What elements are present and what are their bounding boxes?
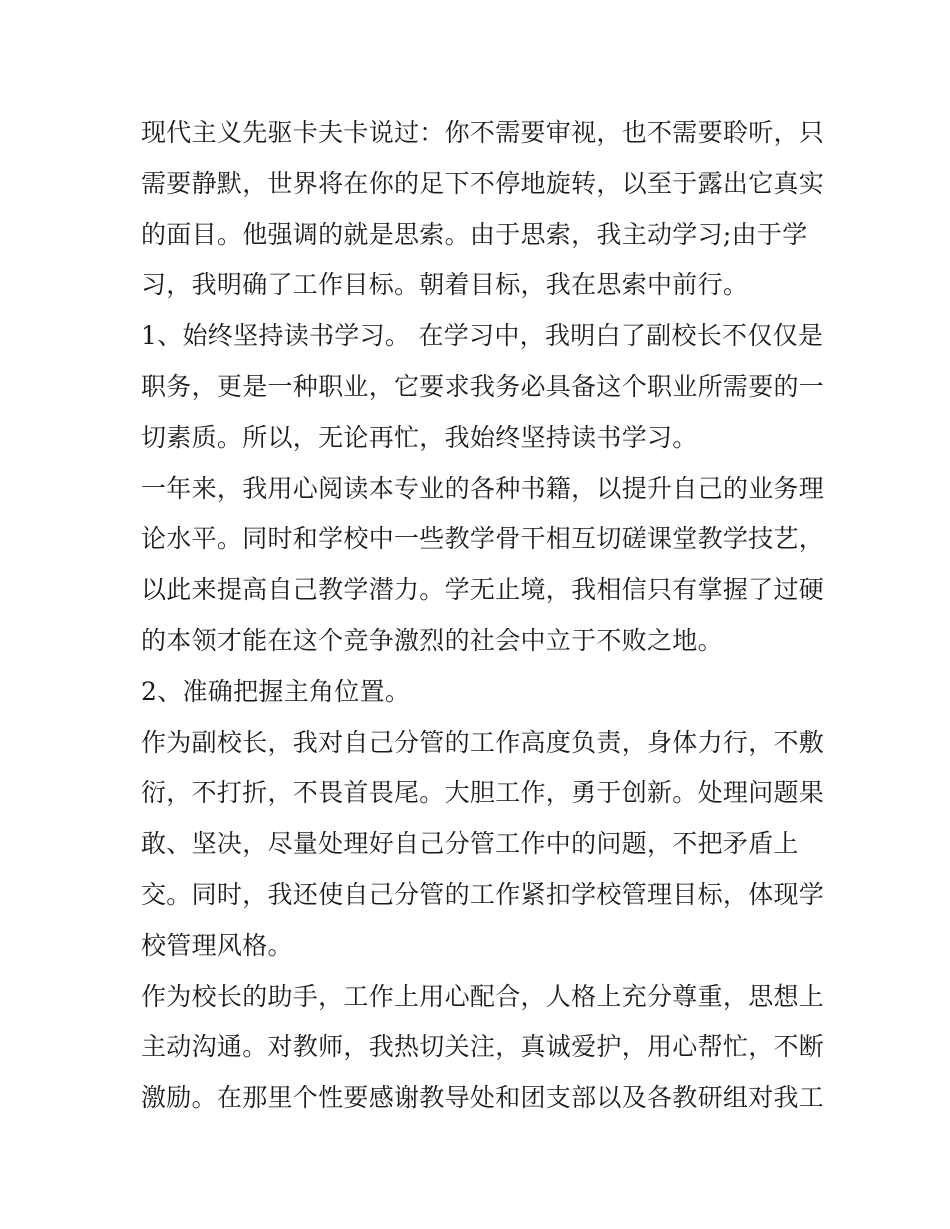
text-line: 主动沟通。对教师，我热切关注，真诚爱护，用心帮忙，不断 xyxy=(141,1032,825,1062)
text-line: 现代主义先驱卡夫卡说过：你不需要审视，也不需要聆听，只 xyxy=(141,118,825,147)
text-line: 一年来，我用心阅读本专业的各种书籍，以提升自己的业务理 xyxy=(141,473,825,503)
text-line: 习，我明确了工作目标。朝着目标，我在思索中前行。 xyxy=(141,270,749,300)
text-line: 校管理风格。 xyxy=(141,930,293,960)
text-line: 激励。在那里个性要感谢教导处和团支部以及各教研组对我工 xyxy=(141,1083,825,1113)
text-line: 的本领才能在这个竞争激烈的社会中立于不败之地。 xyxy=(141,625,723,655)
text-line: 交。同时，我还使自己分管的工作紧扣学校管理目标，体现学 xyxy=(141,879,825,909)
text-line: 衍，不打折，不畏首畏尾。大胆工作，勇于创新。处理问题果 xyxy=(141,778,825,808)
text-line: 作为副校长，我对自己分管的工作高度负责，身体力行，不敷 xyxy=(141,727,825,757)
text-line: 敢、坚决，尽量处理好自己分管工作中的问题，不把矛盾上 xyxy=(141,829,799,859)
text-line: 1、始终坚持读书学习。 在学习中，我明白了副校长不仅仅是 xyxy=(141,321,824,351)
text-line: 以此来提高自己教学潜力。学无止境，我相信只有掌握了过硬 xyxy=(141,575,825,605)
text-line: 切素质。所以，无论再忙，我始终坚持读书学习。 xyxy=(141,422,698,452)
text-line: 需要静默，世界将在你的足下不停地旋转，以至于露出它真实 xyxy=(141,168,825,198)
text-line: 2、准确把握主角位置。 xyxy=(141,676,411,706)
text-line: 论水平。同时和学校中一些教学骨干相互切磋课堂教学技艺， xyxy=(141,524,825,554)
text-line: 作为校长的助手，工作上用心配合，人格上充分尊重，思想上 xyxy=(141,981,825,1011)
document-body xyxy=(141,108,825,1124)
text-line: 职务，更是一种职业，它要求我务必具备这个职业所需要的一 xyxy=(141,371,825,401)
text-line: 的面目。他强调的就是思索。由于思索，我主动学习;由于学 xyxy=(141,219,808,249)
